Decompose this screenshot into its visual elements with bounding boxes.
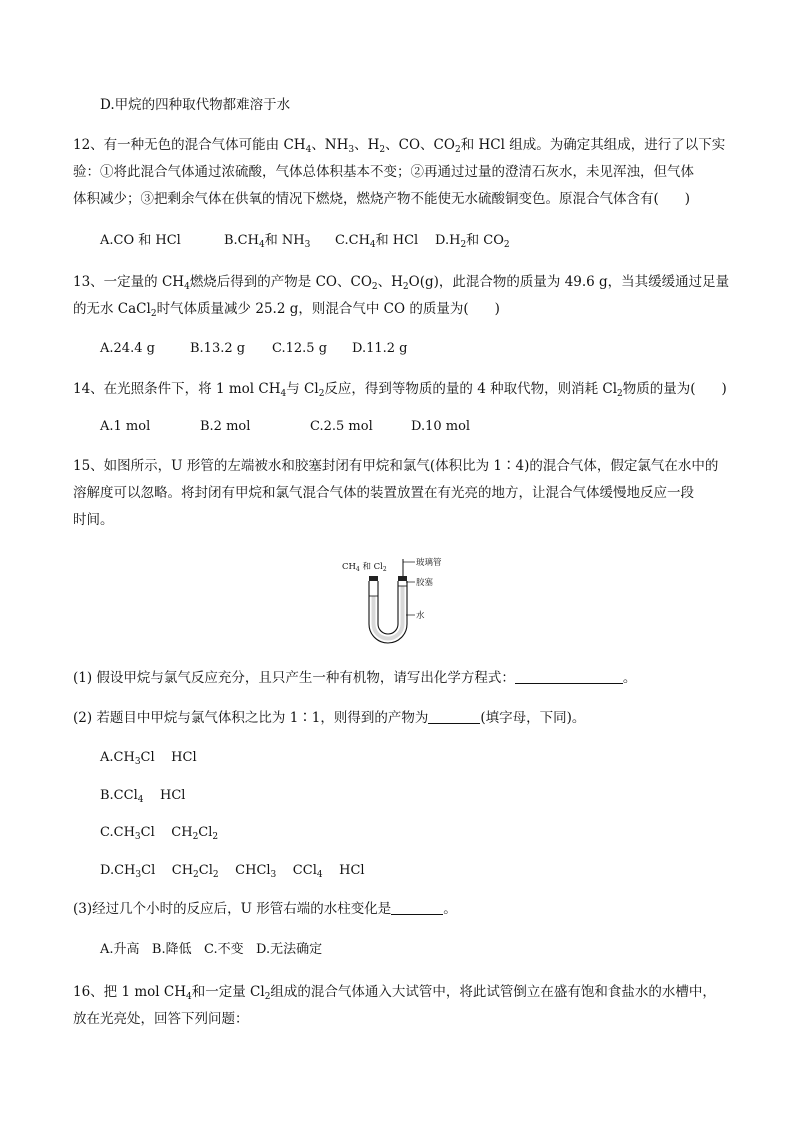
q14-option-c: C.2.5 mol <box>310 419 373 434</box>
right-stopper <box>398 576 407 581</box>
q12-text-line-3: 体积减少；③把剩余气体在供氧的情况下燃烧，燃烧产物不能使无水硫酸铜变色。原混合气体含有( ) <box>73 191 691 207</box>
q15-part2: (2) 若题目中甲烷与氯气体积之比为 1∶1，则得到的产物为 (填字母，下同)。 <box>73 710 586 726</box>
q15-part1: (1) 假设甲烷与氯气反应充分，且只产生一种有机物，请写出化学方程式： 。 <box>73 670 637 686</box>
q13-option-a: A.24.4 g <box>100 341 155 356</box>
left-stopper <box>369 576 378 581</box>
diagram-label-glass-tube: 玻璃管 <box>416 558 442 568</box>
diagram-label-ch4-cl2: $CH_4$ 和 $Cl_2$ <box>342 562 387 573</box>
q15-option-a: $A.CH_3Cl$ HCl <box>100 750 197 767</box>
q13-option-c: C.12.5 g <box>272 341 328 356</box>
q13-option-b: B.13.2 g <box>190 341 246 356</box>
q15-part3-answer-blank[interactable] <box>391 901 443 915</box>
q14-option-d: D.10 mol <box>411 419 471 434</box>
q14-text-line-1: 14、在光照条件下，将 1 mol $CH_4$与 $Cl_2$反应，得到等物质的量的 4 种取代物，则消耗 $Cl_2$物质的量为( ) <box>73 381 727 399</box>
q13-text-line-1: 13、一定量的 $CH_4$燃烧后得到的产物是 CO、$CO_2$、$H_2O(g)$，此混合物的质量为 49.6 g，当其缓缓通过足量 <box>73 274 730 292</box>
q15-text-line-1: 15、如图所示，U 形管的左端被水和胶塞封闭有甲烷和氯气(体积比为 1∶4)的混合气体，假定氯气在水中的 <box>73 458 719 474</box>
q14-option-b: B.2 mol <box>200 419 251 434</box>
q14-option-a: A.1 mol <box>100 419 151 434</box>
q16-text-line-1: 16、把 1 mol $CH_4$和一定量 $Cl_2$组成的混合气体通入大试管中，将此试管倒立在盛有饱和食盐水的水槽中， <box>73 984 716 1002</box>
q15-option-b: B.CCl$_4$ HCl <box>100 788 186 805</box>
q15-option-c: $C.CH_3Cl$ $CH_2Cl_2$ <box>100 825 219 842</box>
q13-option-d: D.11.2 g <box>352 341 408 356</box>
q12-option-d: $D.H_2$和 $CO_2$ <box>435 233 510 250</box>
q15-part2-answer-blank[interactable] <box>428 710 480 724</box>
q15-option-d: $D.CH_3Cl$ $CH_2Cl_2$ CHCl$_3$ CCl$_4$ HCl <box>100 863 365 880</box>
q11-option-d: D.甲烷的四种取代物都难溶于水 <box>100 97 291 113</box>
q12-option-c: $C.CH_4$和 HCl <box>335 233 419 250</box>
q15-text-line-3: 时间。 <box>73 512 114 528</box>
q16-text-line-2: 放在光亮处，回答下列问题： <box>73 1011 249 1027</box>
q12-text-line-1: 12、有一种无色的混合气体可能由 $CH_4$、$NH_3$、$H_2$、CO、$CO_2$和 HCl 组成。为确定其组成，进行了以下实 <box>73 137 726 155</box>
q15-part3: (3)经过几个小时的反应后，U 形管右端的水柱变化是 。 <box>73 901 457 917</box>
q12-option-a: A.CO 和 HCl <box>100 233 181 248</box>
q13-text-line-2: 的无水 CaCl$_2$时气体质量减少 25.2 g，则混合气中 CO 的质量为( ) <box>73 301 500 319</box>
diagram-label-water: 水 <box>416 611 425 621</box>
q12-option-b: $B.CH_4$和 $NH_3$ <box>224 233 311 250</box>
q15-part1-answer-blank[interactable] <box>515 670 623 684</box>
q15-text-line-2: 溶解度可以忽略。将封闭有甲烷和氯气混合气体的装置放置在有光亮的地方，让混合气体缓慢地反应一段 <box>73 485 694 501</box>
q15-part3-options: A.升高 B.降低 C.不变 D.无法确定 <box>100 942 323 957</box>
diagram-label-stopper: 胶塞 <box>416 578 434 588</box>
u-tube-diagram <box>340 556 455 648</box>
q12-text-line-2: 验：①将此混合气体通过浓硫酸，气体总体积基本不变；②再通过过量的澄清石灰水，未见浑浊，但气体 <box>73 164 694 180</box>
